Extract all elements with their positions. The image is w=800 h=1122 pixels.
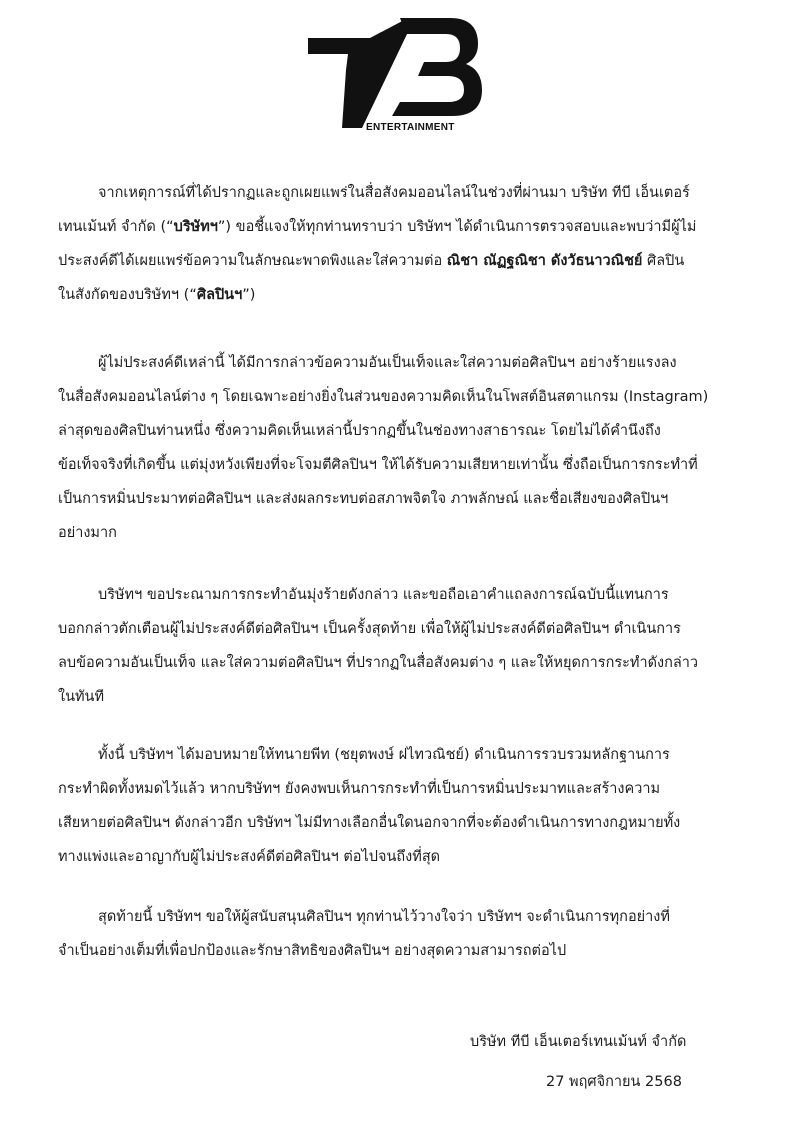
paragraph-line: ลบข้อความอันเป็นเท็จ และใส่ความต่อศิลปินฯ ที่ปรากฏในสื่อสังคมต่าง ๆ และให้หยุดการกระทำดังกล่าว — [58, 655, 699, 671]
paragraph-4 — [58, 738, 758, 874]
paragraph-line: สุดท้ายนี้ บริษัทฯ ขอให้ผู้สนับสนุนศิลปินฯ ทุกท่านไว้วางใจว่า บริษัทฯ จะดำเนินการทุกอย่างที่ — [98, 909, 670, 925]
paragraph-line: อย่างมาก — [58, 525, 117, 541]
paragraph-line: ในทันที — [58, 689, 105, 705]
paragraph-line: กระทำผิดทั้งหมดไว้แล้ว หากบริษัทฯ ยังคงพบเห็นการกระทำที่เป็นการหมิ่นประมาทและสร้างความ — [58, 781, 661, 797]
paragraph-line: เป็นการหมิ่นประมาทต่อศิลปินฯ และส่งผลกระทบต่อสภาพจิตใจ ภาพลักษณ์ และชื่อเสียงของศิลปินฯ — [58, 491, 669, 507]
logo-subtitle: ENTERTAINMENT — [366, 122, 455, 133]
paragraph-line: ผู้ไม่ประสงค์ดีเหล่านี้ ได้มีการกล่าวข้อความอันเป็นเท็จและใส่ความต่อศิลปินฯ อย่างร้ายแรงลง — [98, 355, 677, 371]
paragraph-line: บริษัทฯ ขอประณามการกระทำอันมุ่งร้ายดังกล่าว และขอถือเอาคำแถลงการณ์ฉบับนี้แทนการ — [98, 587, 669, 603]
paragraph-line: เสียหายต่อศิลปินฯ ดังกล่าวอีก บริษัทฯ ไม่มีทางเลือกอื่นใดนอกจากที่จะต้องดำเนินการทางกฎหมายทั้ง — [58, 815, 681, 831]
paragraph-line: ประสงค์ดีได้เผยแพร่ข้อความในลักษณะพาดพิงและใส่ความต่อ ณิชา ณัฏฐณิชา ดังวัธนาวณิชย์ ศิลปิน — [58, 253, 685, 269]
paragraph-line: ล่าสุดของศิลปินท่านหนึ่ง ซึ่งความคิดเห็นเหล่านี้ปรากฏขึ้นในช่องทางสาธารณะ โดยไม่ได้คำนึงถึง — [58, 423, 661, 439]
paragraph-1 — [58, 176, 758, 312]
artist-name: ณิชา ณัฏฐณิชา ดังวัธนาวณิชย์ — [446, 253, 643, 269]
paragraph-line: จำเป็นอย่างเต็มที่เพื่อปกป้องและรักษาสิทธิของศิลปินฯ อย่างสุดความสามารถต่อไป — [58, 943, 567, 959]
paragraph-line: ข้อเท็จจริงที่เกิดขึ้น แต่มุ่งหวังเพียงที่จะโจมตีศิลปินฯ ให้ได้รับความเสียหายเท่านั้น ซึ่งถือเป็นการกระทำที่ — [58, 457, 698, 473]
paragraph-line: ทั้งนี้ บริษัทฯ ได้มอบหมายให้ทนายพีท (ชยุตพงษ์ ฝไทวณิชย์) ดำเนินการรวบรวมหลักฐานการ — [98, 747, 670, 763]
paragraph-2 — [58, 346, 758, 550]
tb-entertainment-logo — [300, 10, 490, 140]
tb-logo-mark — [300, 10, 490, 128]
paragraph-3 — [58, 578, 758, 714]
paragraph-line: ในสังกัดของบริษัทฯ (“ศิลปินฯ”) — [58, 287, 256, 303]
signature-date: 27 พฤศจิกายน 2568 — [546, 1074, 682, 1090]
signature-company: บริษัท ทีบี เอ็นเตอร์เทนเม้นท์ จำกัด — [470, 1034, 687, 1050]
paragraph-5 — [58, 900, 758, 968]
paragraph-line: จากเหตุการณ์ที่ได้ปรากฏและถูกเผยแพร่ในสื่อสังคมออนไลน์ในช่วงที่ผ่านมา บริษัท ทีบี เอ็นเตอร์ — [98, 185, 690, 201]
paragraph-line: เทนเม้นท์ จำกัด (“บริษัทฯ”) ขอชี้แจงให้ทุกท่านทราบว่า บริษัทฯ ได้ดำเนินการตรวจสอบและพบว่ามีผู้ไม่ — [58, 219, 697, 235]
paragraph-line: ในสื่อสังคมออนไลน์ต่าง ๆ โดยเฉพาะอย่างยิ่งในส่วนของความคิดเห็นในโพสต์อินสตาแกรม (Instagram) — [58, 389, 709, 405]
paragraph-line: ทางแพ่งและอาญากับผู้ไม่ประสงค์ดีต่อศิลปินฯ ต่อไปจนถึงที่สุด — [58, 849, 441, 865]
paragraph-line: บอกกล่าวตักเตือนผู้ไม่ประสงค์ดีต่อศิลปินฯ เป็นครั้งสุดท้าย เพื่อให้ผู้ไม่ประสงค์ดีต่อศิลปินฯ ดำเนินการ — [58, 621, 681, 637]
